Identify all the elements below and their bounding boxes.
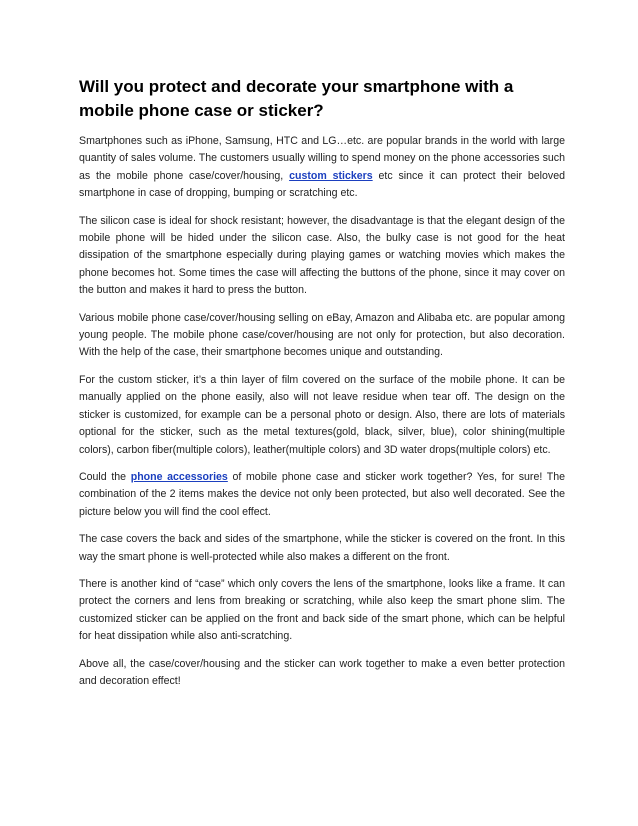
paragraph-custom-sticker: For the custom sticker, it’s a thin layer of film covered on the surface of the mobile phone. It can be manually applied on the phone easily, also will not leave residue when tear off. The design on the sticker is customized, for example can be a personal photo or design. Also, there are lots of materials optional for the sticker, such as the metal textures(gold, black, silver, blue), color shining(multiple colors), carbon fiber(multiple colors), leather(multiple colors) and 3D water drops(multiple colors) etc. <box>79 373 565 456</box>
paragraph-popularity: Various mobile phone case/cover/housing selling on eBay, Amazon and Alibaba etc. are popular among young people. The mobile phone case/cover/housing are not only for protection, but also decoration. With the help of the case, their smartphone becomes unique and outstanding. <box>79 311 565 359</box>
paragraph-intro <box>79 133 565 203</box>
paragraph-conclusion: Above all, the case/cover/housing and the sticker can work together to make a even better protection and decoration effect! <box>79 657 565 687</box>
paragraph-combination-text-end: of mobile phone case and sticker work together? Yes, for sure! The combination of the 2 items makes the device not only been protected, but also well decorated. See the picture below you will find the cool effect. <box>79 470 566 518</box>
paragraph-silicon-case: The silicon case is ideal for shock resistant; however, the disadvantage is that the elegant design of the mobile phone will be hided under the silicon case. Also, the bulky case is not good for the heat dissipation of the smartphone especially during playing games or watching movies which makes the phone becomes hot. Some times the case will affecting the buttons of the phone, since it may cover on the button and makes it hard to press the button. <box>79 214 565 297</box>
page-title: Will you protect and decorate your smartphone with a mobile phone case or sticker? <box>79 77 514 120</box>
paragraph-lens-case: There is another kind of “case” which only covers the lens of the smartphone, looks like a frame. It can protect the corners and lens from breaking or scratching, while also keep the smart phone slim. The customized sticker can be applied on the front and back side of the smart phone, which can be helpful for heat dissipation while also anti-scratching. <box>79 577 565 643</box>
paragraph-case-covers: The case covers the back and sides of the smartphone, while the sticker is covered on the front. In this way the smart phone is well-protected while also makes a different on the front. <box>79 533 565 563</box>
paragraph-combination <box>79 469 565 521</box>
phone-accessories-link[interactable]: phone accessories <box>130 470 228 483</box>
paragraph-intro-text-end: etc since it can protect their beloved smartphone in case of dropping, bumping or scratching etc. <box>79 169 565 200</box>
paragraph-combination-text: Could the <box>79 470 131 483</box>
paragraph-intro-text: Smartphones such as iPhone, Samsung, HTC and LG…etc. are popular brands in the world with large quantity of sales volume. The customers usually willing to spend money on the phone accessories such as the mobile phone case/cover/housing, <box>79 135 565 182</box>
custom-stickers-link[interactable]: custom stickers <box>289 169 373 182</box>
